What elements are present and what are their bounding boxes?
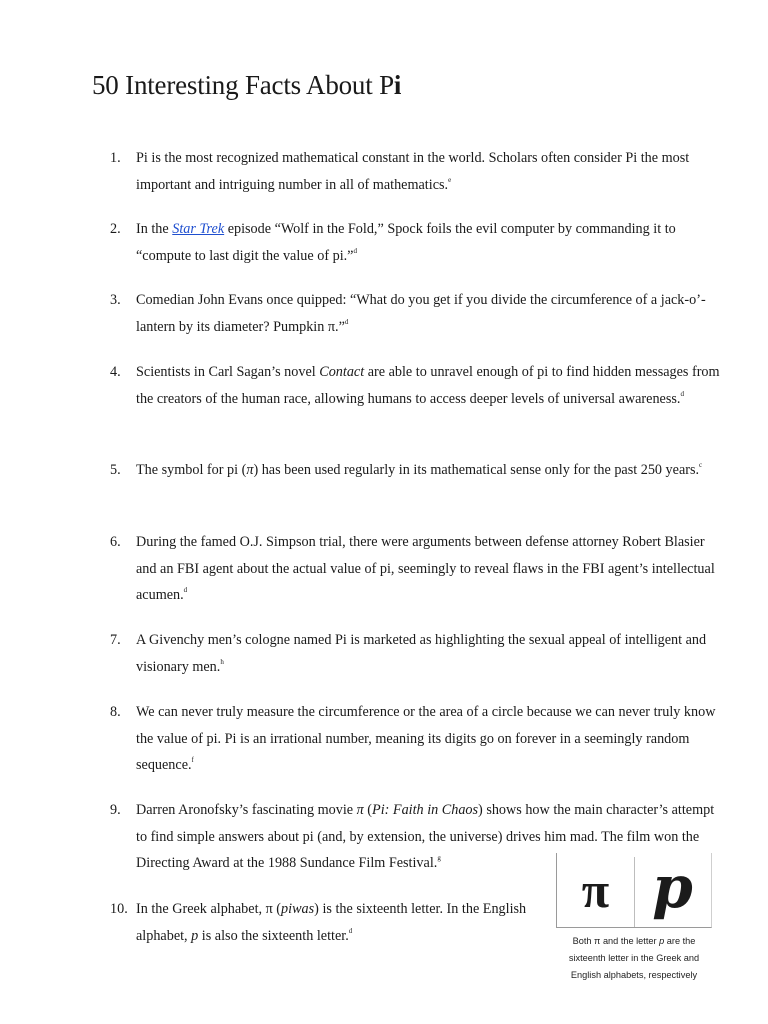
- movie-subtitle: Pi: Faith in Chaos: [372, 802, 479, 818]
- fact-text: is also the sixteenth letter.: [198, 927, 349, 944]
- fact-number: 2.: [110, 221, 121, 237]
- footnote-marker: g: [437, 854, 441, 862]
- greek-name: piwas: [281, 901, 315, 917]
- caption-letter-p: p: [659, 936, 665, 946]
- title-main: 50 Interesting Facts About P: [92, 70, 394, 100]
- fact-number: 8.: [110, 704, 121, 720]
- figure-caption: [556, 933, 712, 984]
- letter-p: p: [191, 927, 199, 944]
- fact-text: Comedian John Evans once quipped: “What do you get if you divide the circumference of a jack-o’-lantern by its diameter? Pumpkin π.”: [136, 292, 706, 335]
- fact-text: ) has been used regularly in its mathematical sense only for the past 250 years.: [253, 462, 700, 478]
- pi-glyph: π: [581, 862, 610, 918]
- footnote-marker: e: [448, 175, 452, 184]
- fact-text: In the: [136, 221, 173, 237]
- fact-text: A Givenchy men’s cologne named Pi is marketed as highlighting the sexual appeal of intelligent and visionary men.: [136, 632, 707, 675]
- fact-number: 1.: [110, 150, 121, 166]
- pi-symbol: π: [246, 462, 254, 478]
- fact-text: Darren Aronofsky’s fascinating movie: [136, 802, 357, 818]
- fact-text: Pi is the most recognized mathematical constant in the world. Scholars often consider Pi the most important and intriguing number in all of mathematics.: [136, 150, 690, 193]
- footnote-marker: d: [183, 586, 188, 594]
- caption-text: are the sixteenth letter in the Greek and English alphabets, respectively: [568, 936, 700, 980]
- fact-number: 9.: [110, 802, 121, 818]
- fact-number: 7.: [110, 632, 121, 648]
- fact-text: Scientists in Carl Sagan’s novel: [136, 364, 320, 380]
- fact-text: The symbol for pi (: [136, 462, 247, 478]
- footnote-marker: h: [220, 657, 224, 666]
- fact-text: During the famed O.J. Simpson trial, there were arguments between defense attorney Robert Blasier and an FBI agent about the actual value of pi, seemingly to reveal flaws in the FBI agent’s intellectual acumen.: [136, 534, 715, 603]
- book-title: Contact: [319, 364, 365, 380]
- page-title: [92, 70, 401, 101]
- fact-number: 6.: [110, 534, 121, 550]
- fact-number: 5.: [110, 462, 121, 478]
- fact-text: ) is the sixteenth letter. In the English alphabet,: [136, 901, 527, 944]
- footnote-marker: d: [353, 246, 357, 255]
- fact-6: [110, 529, 720, 609]
- footnote-marker: d: [348, 926, 353, 935]
- fact-number: 3.: [110, 292, 121, 308]
- footnote-marker: d: [680, 389, 684, 398]
- fact-text: are able to unravel enough of pi to find hidden messages from the creators of the human race, allowing humans to access deeper levels of universal awareness.: [136, 364, 720, 407]
- pi-p-figure: [556, 853, 712, 984]
- fact-text: (: [363, 802, 373, 818]
- fact-text: episode “Wolf in the Fold,” Spock foils the evil computer by commanding it to “compute to last digit the value of pi.”: [136, 221, 676, 264]
- fact-8: [110, 699, 720, 779]
- fact-7: [110, 627, 720, 680]
- fact-text: ) shows how the main character’s attempt to find simple answers about pi (and, by extension, the universe) drives him mad. The film won the Directing Award at the 1988 Sundance Film Festival.: [136, 802, 715, 871]
- footnote-marker: f: [191, 756, 194, 764]
- fact-5: [110, 457, 720, 484]
- fact-10: [110, 896, 530, 949]
- star-trek-link[interactable]: Star Trek: [172, 221, 225, 237]
- fact-number: 4.: [110, 364, 121, 380]
- title-bold-tail: i: [393, 70, 402, 100]
- fact-text: In the Greek alphabet, π (: [136, 901, 282, 917]
- fact-4: [110, 359, 720, 412]
- fact-1: [110, 145, 720, 198]
- caption-text: Both π and the letter: [572, 936, 660, 946]
- figure-divider: [634, 857, 635, 927]
- footnote-marker: c: [699, 461, 703, 469]
- fact-2: [110, 216, 720, 269]
- figure-image: [556, 853, 712, 928]
- fact-3: [110, 287, 720, 340]
- movie-title: π: [356, 802, 364, 818]
- fact-number: 10.: [110, 901, 128, 917]
- footnote-marker: d: [344, 317, 349, 326]
- fact-text: We can never truly measure the circumference or the area of a circle because we can never truly know the value of pi. Pi is an irrational number, meaning its digits go on forever in a seemingly random sequence.: [136, 704, 716, 773]
- p-glyph: p: [652, 853, 693, 921]
